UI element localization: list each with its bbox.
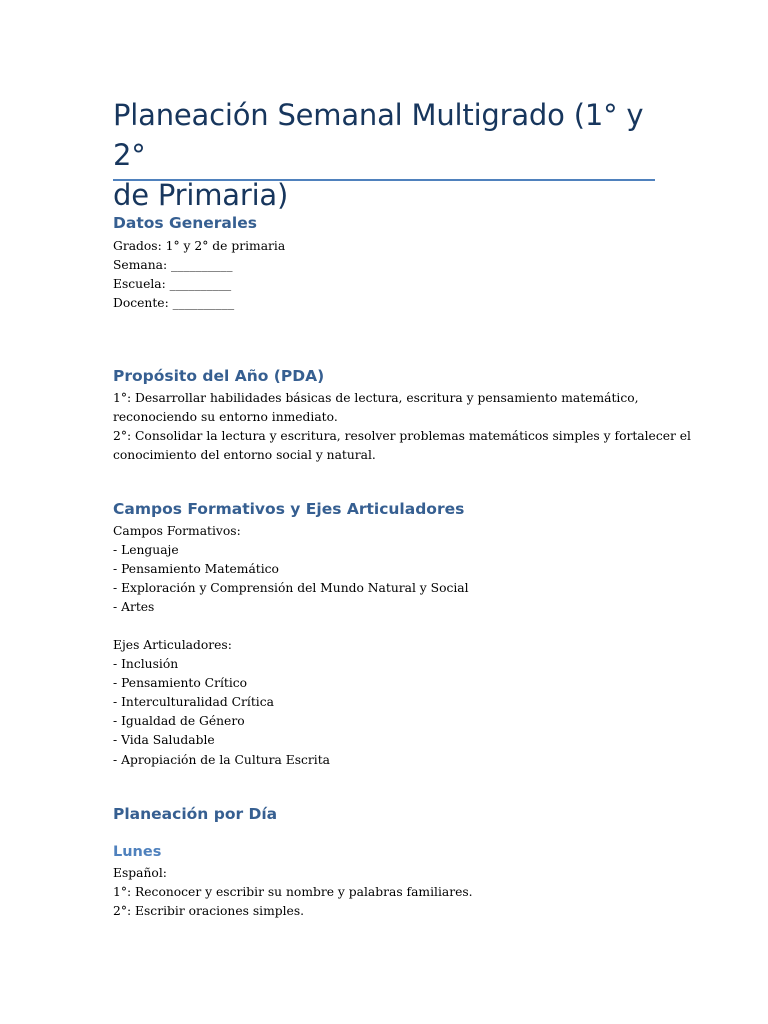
proposito-line: conocimiento del entorno social y natural.: [113, 448, 376, 463]
list-item: - Igualdad de Género: [113, 714, 245, 729]
lunes-subject: Español:: [113, 866, 167, 880]
datos-line-escuela: Escuela: __________: [113, 277, 232, 292]
proposito-body: [113, 389, 691, 465]
document-title: [113, 95, 658, 215]
list-item: - Lenguaje: [113, 543, 179, 558]
title-line-2: de Primaria): [113, 178, 289, 212]
datos-line-docente: Docente: __________: [113, 296, 235, 311]
title-line-1: Planeación Semanal Multigrado (1° y 2°: [113, 98, 644, 172]
list-item: - Inclusión: [113, 657, 179, 672]
datos-generales-body: [113, 237, 673, 313]
list-item: - Pensamiento Crítico: [113, 676, 248, 691]
lunes-body: [113, 864, 673, 921]
ejes-label: Ejes Articuladores:: [113, 638, 232, 652]
heading-campos-ejes: Campos Formativos y Ejes Articuladores: [113, 500, 465, 518]
campos-formativos-list: [113, 522, 673, 617]
heading-lunes: Lunes: [113, 844, 162, 860]
datos-line-semana: Semana: __________: [113, 258, 233, 273]
ejes-articuladores-list: [113, 636, 673, 770]
proposito-line: 2°: Consolidar la lectura y escritura, resolver problemas matemáticos simples y fortalecer el: [113, 429, 691, 444]
list-item: - Interculturalidad Crítica: [113, 695, 274, 710]
datos-line-grados: Grados: 1° y 2° de primaria: [113, 239, 286, 253]
title-underline: [113, 179, 655, 181]
list-item: - Artes: [113, 600, 155, 615]
lunes-line: 2°: Escribir oraciones simples.: [113, 904, 305, 919]
list-item: - Exploración y Comprensión del Mundo Natural y Social: [113, 581, 469, 596]
heading-planeacion-por-dia: Planeación por Día: [113, 805, 278, 823]
proposito-line: reconociendo su entorno inmediato.: [113, 410, 338, 425]
heading-proposito: Propósito del Año (PDA): [113, 367, 325, 385]
campos-label: Campos Formativos:: [113, 524, 241, 538]
lunes-line: 1°: Reconocer y escribir su nombre y palabras familiares.: [113, 885, 473, 900]
heading-datos-generales: Datos Generales: [113, 214, 257, 232]
list-item: - Vida Saludable: [113, 733, 215, 748]
proposito-line: 1°: Desarrollar habilidades básicas de lectura, escritura y pensamiento matemático,: [113, 391, 639, 405]
list-item: - Apropiación de la Cultura Escrita: [113, 752, 331, 767]
list-item: - Pensamiento Matemático: [113, 562, 279, 577]
